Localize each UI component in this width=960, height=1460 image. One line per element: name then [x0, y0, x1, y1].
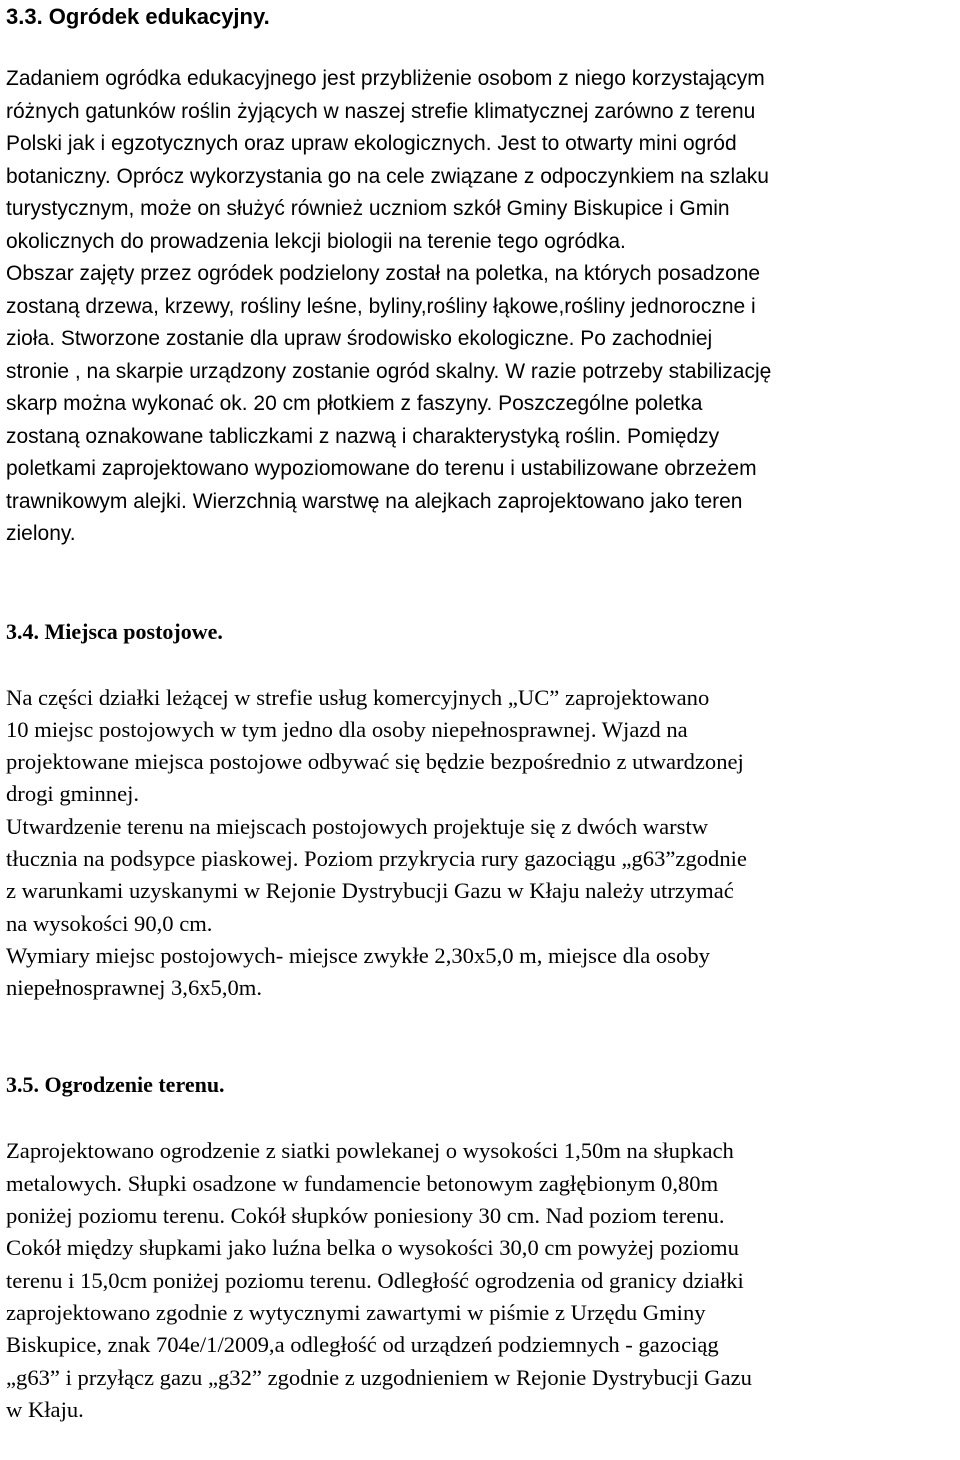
text-line: Cokół między słupkami jako luźna belka o wysokości 30,0 cm powyżej poziomu: [6, 1235, 739, 1261]
text-line: z warunkami uzyskanymi w Rejonie Dystrybucji Gazu w Kłaju należy utrzymać: [6, 878, 734, 904]
text-line: Obszar zajęty przez ogródek podzielony został na poletka, na których posadzone: [6, 262, 761, 285]
text-line: Utwardzenie terenu na miejscach postojowych projektuje się z dwóch warstw: [6, 813, 709, 839]
text-line: tłucznia na podsypce piaskowej. Poziom przykrycia rury gazociągu „g63”zgodnie: [6, 845, 747, 871]
text-line: zaprojektowano zgodnie z wytycznymi zawartymi w piśmie z Urzędu Gminy: [6, 1299, 706, 1325]
section-3-4-body: [6, 682, 956, 1005]
section-3-5-body: [6, 1135, 956, 1426]
text-line: Wymiary miejsc postojowych- miejsce zwykłe 2,30x5,0 m, miejsce dla osoby: [6, 942, 710, 968]
text-line: turystycznym, może on służyć również uczniom szkół Gminy Biskupice i Gmin: [6, 197, 730, 220]
text-line: stronie , na skarpie urządzony zostanie ogród skalny. W razie potrzeby stabilizację: [6, 359, 772, 383]
text-line: Zaprojektowano ogrodzenie z siatki powlekanej o wysokości 1,50m na słupkach: [6, 1138, 734, 1164]
text-line: projektowane miejsca postojowe odbywać się będzie bezpośrednio z utwardzonej: [6, 749, 744, 775]
text-line: w Kłaju.: [6, 1396, 84, 1422]
text-line: zielony.: [6, 522, 76, 545]
text-line: zioła. Stworzone zostanie dla upraw środowisko ekologiczne. Po zachodniej: [6, 327, 713, 350]
text-line: okolicznych do prowadzenia lekcji biologii na terenie tego ogródka.: [6, 229, 626, 253]
section-3-3-body: [6, 63, 956, 551]
document-page: [6, 0, 956, 1426]
section-3-4-heading: 3.4. Miejsca postojowe.: [6, 618, 223, 644]
text-line: poletkami zaprojektowano wypoziomowane do terenu i ustabilizowane obrzeżem: [6, 457, 757, 480]
text-line: metalowych. Słupki osadzone w fundamencie betonowym zagłębionym 0,80m: [6, 1170, 719, 1196]
text-line: Biskupice, znak 704e/1/2009,a odległość od urządzeń podziemnych - gazociąg: [6, 1332, 719, 1358]
text-line: Na części działki leżącej w strefie usług komercyjnych „UC” zaprojektowano: [6, 684, 710, 710]
text-line: terenu i 15,0cm poniżej poziomu terenu. Odległość ogrodzenia od granicy działki: [6, 1267, 744, 1293]
text-line: 10 miejsc postojowych w tym jedno dla osoby niepełnosprawnej. Wjazd na: [6, 716, 688, 742]
text-line: Zadaniem ogródka edukacyjnego jest przybliżenie osobom z niego korzystającym: [6, 67, 765, 90]
text-line: trawnikowym alejki. Wierzchnią warstwę na alejkach zaprojektowano jako teren: [6, 489, 743, 513]
text-line: zostaną drzewa, krzewy, rośliny leśne, byliny,rośliny łąkowe,rośliny jednoroczne i: [6, 294, 756, 318]
text-line: niepełnosprawnej 3,6x5,0m.: [6, 975, 263, 1001]
text-line: zostaną oznakowane tabliczkami z nazwą i charakterystyką roślin. Pomiędzy: [6, 424, 720, 448]
section-3-5-heading: 3.5. Ogrodzenie terenu.: [6, 1072, 225, 1098]
section-3-3-heading: 3.3. Ogródek edukacyjny.: [6, 4, 270, 29]
text-line: skarp można wykonać ok. 20 cm płotkiem z faszyny. Poszczególne poletka: [6, 392, 703, 415]
text-line: poniżej poziomu terenu. Cokół słupków poniesiony 30 cm. Nad poziom terenu.: [6, 1203, 725, 1229]
text-line: na wysokości 90,0 cm.: [6, 910, 213, 936]
text-line: botaniczny. Oprócz wykorzystania go na cele związane z odpoczynkiem na szlaku: [6, 164, 769, 188]
text-line: Polski jak i egzotycznych oraz upraw ekologicznych. Jest to otwarty mini ogród: [6, 132, 737, 155]
text-line: „g63” i przyłącz gazu „g32” zgodnie z uzgodnieniem w Rejonie Dystrybucji Gazu: [6, 1364, 752, 1390]
text-line: różnych gatunków roślin żyjących w naszej strefie klimatycznej zarówno z terenu: [6, 99, 756, 123]
text-line: drogi gminnej.: [6, 781, 140, 807]
